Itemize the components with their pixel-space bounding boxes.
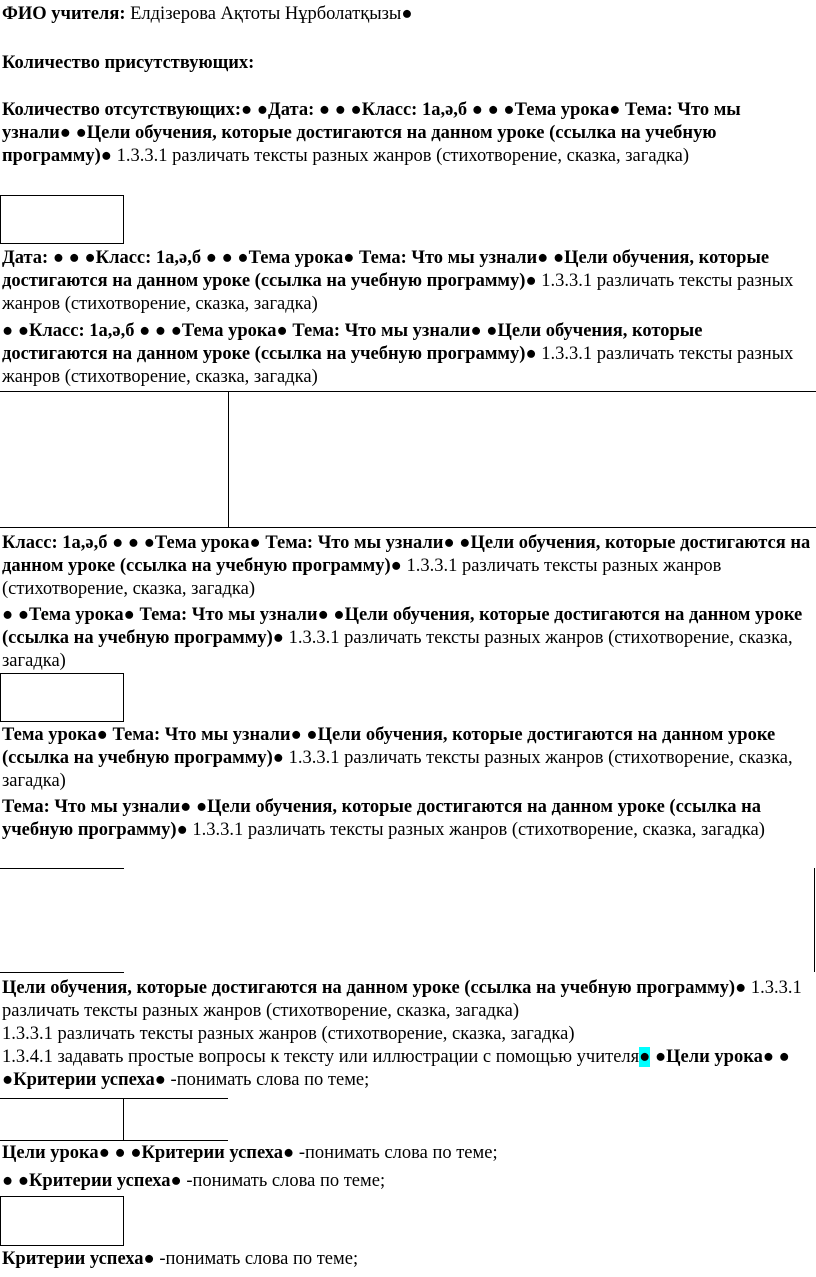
bullet-icon: ● <box>272 748 284 768</box>
bullet-icon: ● <box>170 1171 182 1191</box>
criteria-text: -понимать слова по теме; <box>170 1070 370 1090</box>
table-border <box>0 868 124 869</box>
goal-text: 1.3.3.1 различать тексты разных жанров (стихотворение, сказка, загадка) <box>2 748 793 791</box>
paragraph-date <box>2 247 812 316</box>
bullet-icon: ● <box>333 605 345 625</box>
bullet-icon: ● <box>17 1171 29 1191</box>
bullet-icon: ● <box>98 1143 110 1163</box>
paragraph-class <box>2 320 812 389</box>
bullet-icon: ● <box>68 248 80 268</box>
criteria-heading: Критерии успеха <box>2 1249 144 1269</box>
bullet-icon: ● <box>2 1171 14 1191</box>
table-border <box>123 1098 124 1140</box>
topic-label: Тема: Что мы узнали <box>2 100 741 143</box>
bullet-icon: ● <box>443 533 455 553</box>
date-label: Дата: <box>268 100 315 120</box>
class-label: Класс: 1а,ә,б <box>2 533 108 553</box>
teacher-name: Елдізерова Ақтоты Нұрболатқызы <box>130 4 402 24</box>
bullet-icon: ● <box>170 321 182 341</box>
bullet-icon: ● <box>130 1143 142 1163</box>
bullet-icon: ● <box>75 123 87 143</box>
bullet-icon: ● <box>52 248 65 268</box>
goal-text: 1.3.3.1 различать тексты разных жанров (стихотворение, сказка, загадка) <box>2 628 793 671</box>
goal-text: 1.3.3.1 различать тексты разных жанров (стихотворение, сказка, загадка) <box>192 820 765 840</box>
goal-text: 1.3.3.1 различать тексты разных жанров (стихотворение, сказка, загадка) <box>2 271 794 314</box>
bullet-icon: ● <box>195 797 208 817</box>
goals-heading: Цели обучения, которые достигаются на данном уроке (ссылка на учебную программу) <box>2 321 703 364</box>
topic-label: Тема: Что мы узнали <box>359 248 538 268</box>
goal-text: 1.3.3.1 различать тексты разных жанров (стихотворение, сказка, загадка) <box>116 146 690 166</box>
teacher-label: ФИО учителя: <box>2 4 126 24</box>
bullet-icon: ● <box>143 533 155 553</box>
goal-text: 1.3.3.1 различать тексты разных жанров (стихотворение, сказка, загадка) <box>2 556 722 599</box>
topic-heading: Тема урока <box>154 533 250 553</box>
paragraph-goals <box>2 977 812 1092</box>
bullet-icon: ● <box>525 271 537 291</box>
goal-text: 1.3.3.1 различать тексты разных жанров (стихотворение, сказка, загадка) <box>2 344 794 387</box>
bullet-icon: ● <box>639 1047 651 1067</box>
bullet-icon: ● <box>735 978 747 998</box>
table-border <box>0 972 124 973</box>
bullet-icon: ● <box>2 321 14 341</box>
bullet-icon: ● <box>283 1143 295 1163</box>
bullet-icon: ● <box>96 725 108 745</box>
bullet-icon: ● <box>318 100 331 120</box>
goals-heading: Цели обучения, которые достигаются на данном уроке (ссылка на учебную программу) <box>2 978 736 998</box>
bullet-icon: ● <box>272 628 284 648</box>
bullet-icon: ● <box>350 100 362 120</box>
topic-label: Тема: Что мы узнали <box>292 321 471 341</box>
bullet-icon: ● <box>84 248 96 268</box>
bullet-icon: ● <box>306 725 318 745</box>
bullet-icon: ● <box>143 1249 155 1269</box>
date-label: Дата: <box>2 248 49 268</box>
paragraph-criteria-2 <box>2 1248 812 1271</box>
topic-label: Тема: Что мы узнали <box>265 533 444 553</box>
presence-line <box>2 52 812 75</box>
bullet-icon: ● <box>343 248 355 268</box>
bullet-icon: ● <box>221 248 233 268</box>
class-label: Класс: 1а,ә,б <box>361 100 468 120</box>
bullet-icon: ● <box>654 1047 667 1067</box>
table-border <box>0 1140 228 1141</box>
bullet-icon: ● <box>176 820 188 840</box>
bullet-icon: ● <box>59 123 71 143</box>
goals-heading: Цели обучения, которые достигаются на данном уроке (ссылка на учебную программу) <box>2 248 770 291</box>
absent-label: Количество отсутствующих: <box>2 100 242 120</box>
goals-heading: Цели обучения, которые достигаются на данном уроке (ссылка на учебную программу) <box>2 725 776 768</box>
bullet-icon: ● <box>154 1070 166 1090</box>
bullet-icon: ● <box>154 321 167 341</box>
criteria-heading: Критерии успеха <box>29 1171 171 1191</box>
bullet-icon: ● <box>762 1047 775 1067</box>
paragraph-topic-2 <box>2 724 812 793</box>
criteria-text: -понимать слова по теме; <box>159 1249 359 1269</box>
bullet-icon: ● <box>100 146 112 166</box>
bullet-icon: ● <box>390 556 402 576</box>
criteria-heading: Критерии успеха <box>141 1143 284 1163</box>
lesson-goals-label: Цели урока <box>2 1143 99 1163</box>
class-label: Класс: 1а,ә,б <box>95 248 202 268</box>
bullet-icon: ● <box>180 797 192 817</box>
criteria-heading: Критерии успеха <box>13 1070 155 1090</box>
bullet-icon: ● <box>778 1047 790 1067</box>
presence-label: Количество присутствующих: <box>2 53 255 73</box>
bullet-icon: ● <box>205 248 217 268</box>
topic-heading: Тема урока <box>514 100 610 120</box>
topic-heading: Тема урока <box>248 248 344 268</box>
table-cell <box>0 195 124 244</box>
paragraph-absent <box>2 99 812 168</box>
bullet-icon: ● <box>471 100 483 120</box>
topic-label: Тема: Что мы узнали <box>112 725 291 745</box>
bullet-icon: ● <box>249 533 261 553</box>
bullet-icon: ● <box>334 100 346 120</box>
bullet-icon: ● <box>123 605 135 625</box>
class-label: Класс: 1а,ә,б <box>29 321 135 341</box>
bullet-icon: ● <box>2 1070 14 1090</box>
paragraph-criteria <box>2 1170 812 1193</box>
bullet-icon: ● <box>241 100 253 120</box>
bullet-icon: ● <box>525 344 537 364</box>
table-border <box>228 391 229 527</box>
bullet-icon: ● <box>609 100 621 120</box>
lesson-goals-label: Цели урока <box>666 1047 763 1067</box>
bullet-icon: ● <box>256 100 269 120</box>
bullet-icon: ● <box>537 248 549 268</box>
goals-heading: Цели обучения, которые достигаются на данном уроке (ссылка на учебную программу) <box>2 123 717 166</box>
paragraph-class-2 <box>2 532 812 601</box>
goal-text: 1.3.3.1 различать тексты разных жанров (стихотворение, сказка, загадка) <box>2 1024 575 1044</box>
paragraph-topic-3 <box>2 796 812 842</box>
topic-label: Тема: Что мы узнали <box>2 797 181 817</box>
bullet-icon: ● <box>552 248 565 268</box>
criteria-text: -понимать слова по теме; <box>186 1171 386 1191</box>
bullet-icon: ● <box>237 248 249 268</box>
bullet-icon: ● <box>2 605 14 625</box>
bullet-icon: ● <box>459 533 471 553</box>
table-border <box>0 391 816 392</box>
bullet-icon: ● <box>487 100 499 120</box>
table-border <box>0 527 816 528</box>
goal-text-1341: 1.3.4.1 задавать простые вопросы к тексту или иллюстрации с помощью учителя <box>2 1047 640 1067</box>
goals-heading: Цели обучения, которые достигаются на данном уроке (ссылка на учебную программу) <box>2 533 811 576</box>
goals-heading: Цели обучения, которые достигаются на данном уроке (ссылка на учебную программу) <box>2 605 803 648</box>
topic-heading: Тема урока <box>29 605 124 625</box>
goals-heading: Цели обучения, которые достигаются на данном уроке (ссылка на учебную программу) <box>2 797 761 840</box>
bullet-icon: ● <box>401 4 413 24</box>
bullet-icon: ● <box>17 605 29 625</box>
bullet-icon: ● <box>114 1143 126 1163</box>
bullet-icon: ● <box>290 725 302 745</box>
bullet-icon: ● <box>503 100 515 120</box>
table-border <box>814 868 815 972</box>
bullet-icon: ● <box>486 321 498 341</box>
bullet-icon: ● <box>17 321 29 341</box>
bullet-icon: ● <box>112 533 124 553</box>
goal-text: 1.3.3.1 различать тексты разных жанров (стихотворение, сказка, загадка) <box>2 978 802 1021</box>
paragraph-lesson-goals <box>2 1142 812 1165</box>
bullet-icon: ● <box>317 605 329 625</box>
topic-heading: Тема урока <box>181 321 277 341</box>
paragraph-topic <box>2 604 812 673</box>
topic-label: Тема: Что мы узнали <box>139 605 318 625</box>
bullet-icon: ● <box>470 321 482 341</box>
table-border <box>0 1098 228 1099</box>
bullet-icon: ● <box>139 321 151 341</box>
topic-heading: Тема урока <box>2 725 97 745</box>
criteria-text: -понимать слова по теме; <box>298 1143 498 1163</box>
teacher-line <box>2 3 812 26</box>
bullet-icon: ● <box>127 533 140 553</box>
bullet-icon: ● <box>276 321 288 341</box>
table-cell <box>0 1196 124 1246</box>
table-cell <box>0 673 124 722</box>
